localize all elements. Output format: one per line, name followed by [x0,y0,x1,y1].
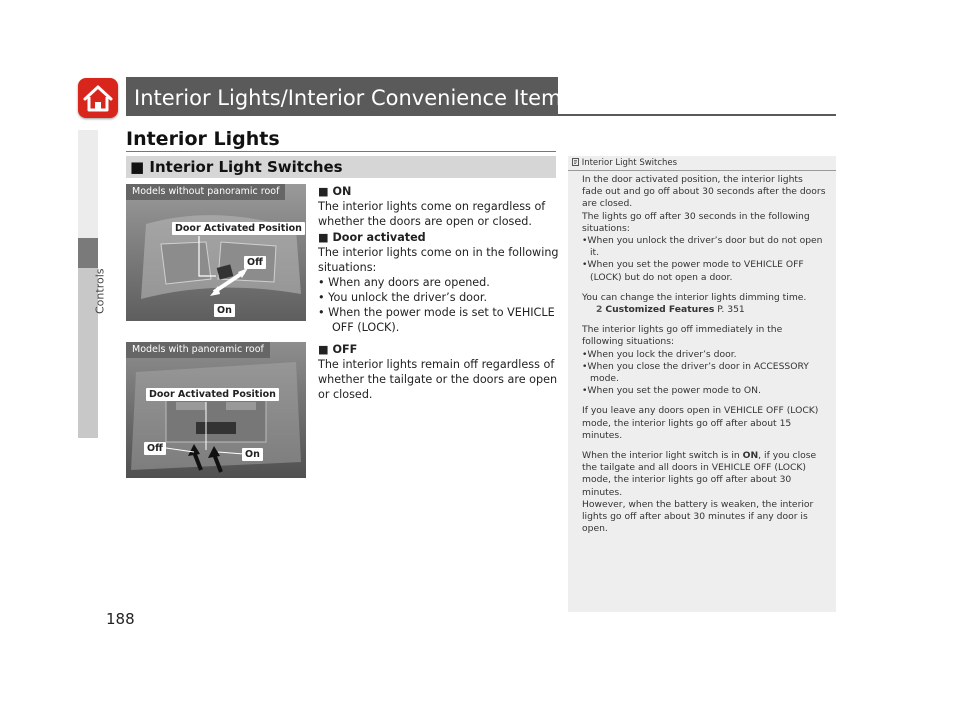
notes-paragraph: In the door activated position, the interior lights fade out and go off about 30 seconds after the doors are closed. [582,174,826,210]
callout-door-activated: Door Activated Position [172,222,305,235]
photo-no-panoramic-roof [126,184,306,321]
off-text: The interior lights remain off regardless of whether the tailgate or the doors are open or closed. [318,358,558,401]
side-tab-label-wrap [78,238,107,318]
home-button[interactable] [78,78,118,118]
overhead-console-illustration [126,184,306,321]
subsection-title: ■ Interior Light Switches [130,158,343,176]
list-item: • You unlock the driver’s door. [318,291,488,304]
side-tab-label: Controls [93,268,107,314]
on-text: The interior lights come on regardless of whether the doors are open or closed. [318,200,546,228]
notes-paragraph: The interior lights go off immediately in the following situations: [582,324,783,348]
notes-heading-text: Interior Light Switches [581,158,678,168]
callout-off: Off [144,442,166,455]
home-icon [78,78,118,118]
notes-paragraph: However, when the battery is weaken, the interior lights go off after about 30 minutes if any door is open. [582,498,814,535]
reference-label: Customized Features [605,304,715,316]
page-title: Interior Lights/Interior Convenience Items [134,86,573,110]
note-icon [572,158,579,166]
notes-divider [568,170,836,171]
on-heading: ■ ON [318,185,352,198]
notes-text: When the interior light switch is in [582,450,743,462]
notes-paragraph [582,450,826,499]
list-item: •When you unlock the driver’s door but do not open it. [582,235,823,259]
notes-paragraph: If you leave any doors open in VEHICLE OFF (LOCK) mode, the interior lights go off after about 15 minutes. [582,405,819,441]
callout-door-activated: Door Activated Position [146,388,279,401]
list-item: • When any doors are opened. [318,276,490,289]
overhead-console-illustration [126,342,306,478]
notes-text-bold: ON [742,450,759,462]
title-underline [126,114,836,116]
notes-heading [572,158,677,168]
list-item: •When you lock the driver’s door. [582,348,737,360]
page-number: 188 [106,610,135,628]
reference-page: P. 351 [714,304,745,316]
off-heading: ■ OFF [318,343,358,356]
list-item: •When you set the power mode to ON. [582,385,761,397]
callout-on: On [242,448,263,461]
door-activated-block [318,230,560,335]
photo-panoramic-roof [126,342,306,478]
door-activated-text: The interior lights come on in the following situations: [318,246,559,274]
notes-body [582,174,826,535]
list-item: •When you set the power mode to VEHICLE OFF (LOCK) but do not open a door. [582,259,804,283]
side-tab-background [78,130,98,238]
off-block [318,342,560,402]
section-title: Interior Lights [126,128,280,150]
door-activated-heading: ■ Door activated [318,231,426,244]
notes-paragraph: You can change the interior lights dimming time. [582,291,807,303]
notes-paragraph: The lights go off after 30 seconds in the following situations: [582,210,810,234]
section-divider [126,151,556,152]
reference-arrow-icon: 2 [596,304,603,316]
list-item: • When the power mode is set to VEHICLE OFF (LOCK). [318,306,555,334]
cross-reference-link[interactable] [582,304,826,316]
notes-text: , if you close the tailgate and all doors in VEHICLE OFF (LOCK) mode, the interior lights go off after about 30 minutes. [582,450,817,498]
list-item: •When you close the driver’s door in ACCESSORY mode. [582,360,809,385]
on-block [318,184,560,229]
callout-off: Off [244,256,266,269]
callout-on: On [214,304,235,317]
photo-tag-with-roof: Models with panoramic roof [126,342,270,358]
photo-tag-without-roof: Models without panoramic roof [126,184,285,200]
